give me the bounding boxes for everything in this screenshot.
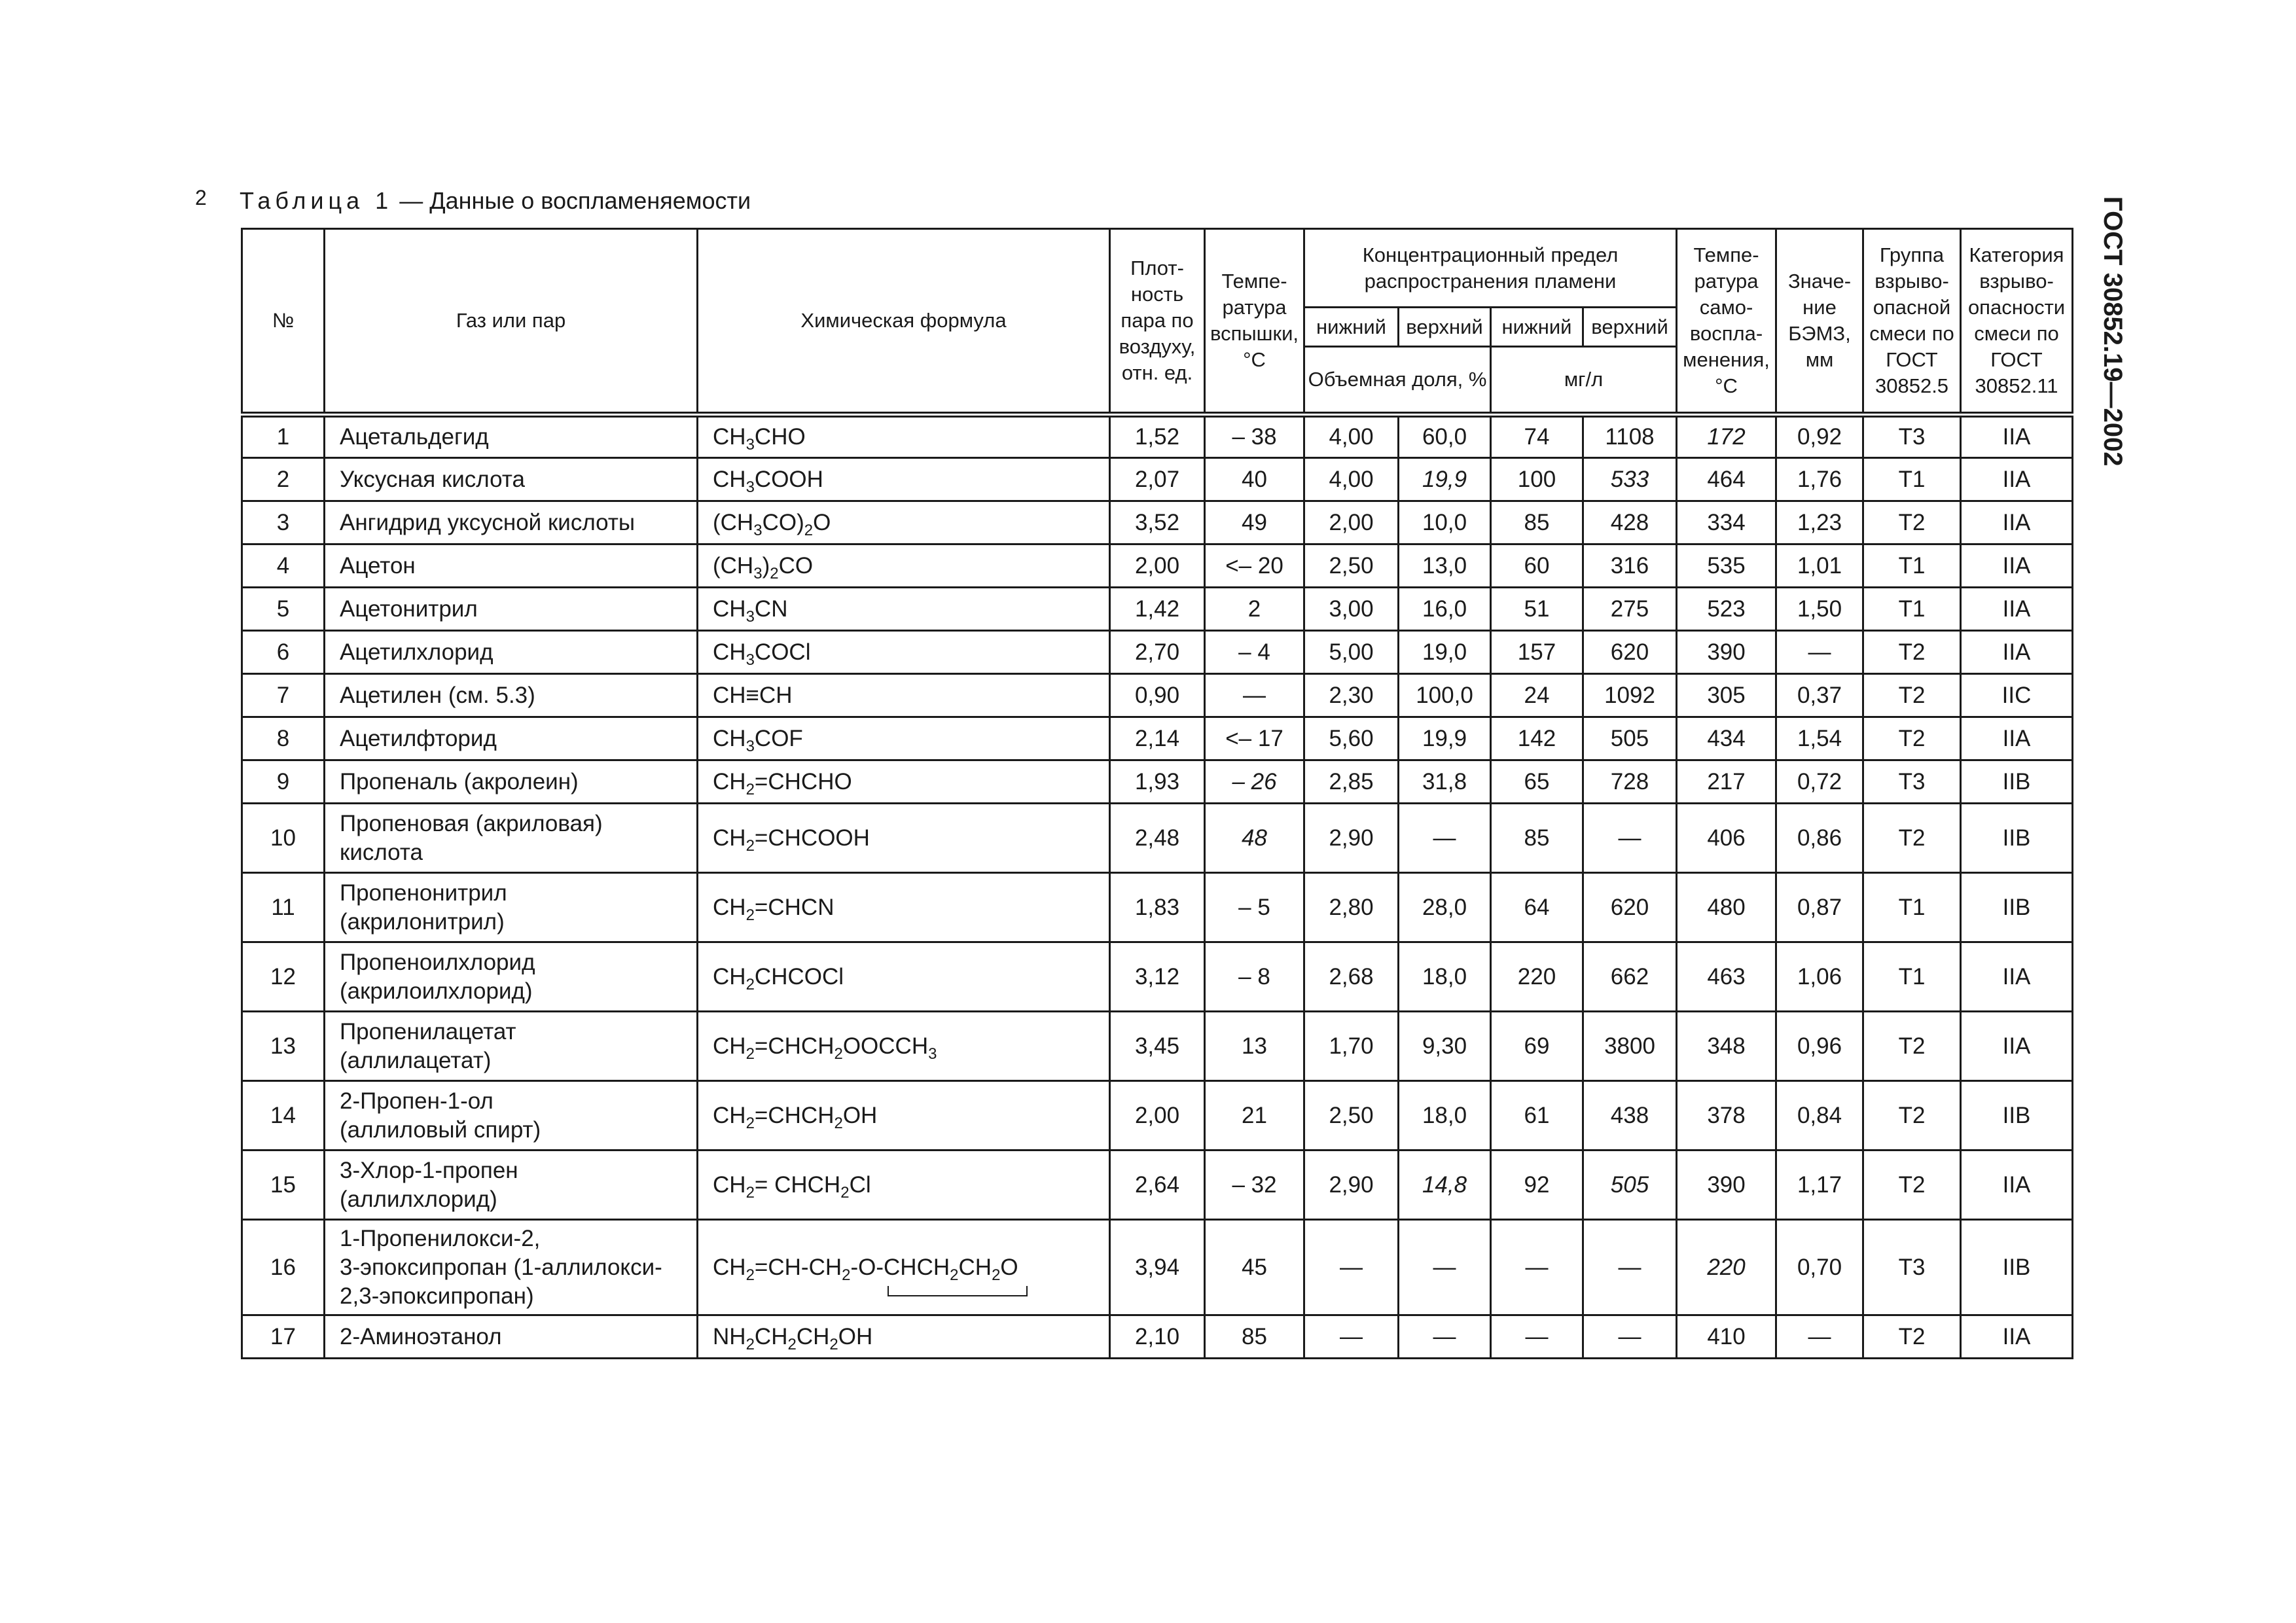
epoxide-ring-group: $CHCH_2CH_2O$ — [884, 1253, 1018, 1282]
explosion-category: IIC — [1961, 674, 2073, 717]
table-row — [242, 1150, 2073, 1220]
lower-limit-mass: 74 — [1491, 415, 1583, 458]
lower-limit-vol: 2,85 — [1304, 760, 1399, 804]
upper-limit-mass: 275 — [1583, 588, 1677, 631]
header-number: № — [242, 229, 325, 415]
mesg-value: 0,87 — [1776, 873, 1863, 942]
autoignition-temp: 334 — [1677, 501, 1776, 544]
header-upper-mass: верхний — [1583, 308, 1677, 347]
table-row — [242, 501, 2073, 544]
flash-point: – 5 — [1205, 873, 1304, 942]
upper-limit-vol: — — [1399, 1220, 1491, 1315]
gas-name: Ацетилен (см. 5.3) — [325, 674, 698, 717]
flash-point: 13 — [1205, 1012, 1304, 1081]
mesg-value: 1,01 — [1776, 544, 1863, 588]
header-formula: Химическая формула — [698, 229, 1110, 415]
chemical-formula: $CH_3COCl$ — [698, 631, 1110, 674]
upper-limit-vol: — — [1399, 804, 1491, 873]
vapour-density: 2,00 — [1110, 544, 1205, 588]
explosion-category: IIA — [1961, 458, 2073, 501]
gas-name: Ацетон — [325, 544, 698, 588]
autoignition-temp: 463 — [1677, 942, 1776, 1012]
upper-limit-mass: 620 — [1583, 873, 1677, 942]
header-lower-mass: нижний — [1491, 308, 1583, 347]
row-number: 6 — [242, 631, 325, 674]
upper-limit-mass: 316 — [1583, 544, 1677, 588]
explosion-category: IIB — [1961, 1220, 2073, 1315]
lower-limit-vol: 2,50 — [1304, 544, 1399, 588]
autoignition-temp: 480 — [1677, 873, 1776, 942]
chemical-formula: $(CH_3)_2CO$ — [698, 544, 1110, 588]
vapour-density: 2,64 — [1110, 1150, 1205, 1220]
autoignition-temp: 406 — [1677, 804, 1776, 873]
page-number: 2 — [195, 186, 207, 209]
table-row — [242, 1012, 2073, 1081]
explosion-category: IIA — [1961, 588, 2073, 631]
vapour-density: 2,07 — [1110, 458, 1205, 501]
lower-limit-mass: 69 — [1491, 1012, 1583, 1081]
row-number: 17 — [242, 1315, 325, 1359]
caption-text: — Данные о воспламеняемости — [393, 187, 751, 214]
vapour-density: 1,52 — [1110, 415, 1205, 458]
explosive-group: T1 — [1863, 588, 1961, 631]
flash-point: 40 — [1205, 458, 1304, 501]
header-mesg: Значе-ние БЭМЗ, мм — [1776, 229, 1863, 415]
explosion-category: IIA — [1961, 1012, 2073, 1081]
header-autoignition-temp: Темпе-ратура само-воспла-менения, °С — [1677, 229, 1776, 415]
lower-limit-mass: 60 — [1491, 544, 1583, 588]
explosion-category: IIA — [1961, 544, 2073, 588]
mesg-value: 0,92 — [1776, 415, 1863, 458]
explosive-group: T1 — [1863, 458, 1961, 501]
upper-limit-mass: 1108 — [1583, 415, 1677, 458]
flash-point: 2 — [1205, 588, 1304, 631]
vapour-density: 1,83 — [1110, 873, 1205, 942]
row-number: 1 — [242, 415, 325, 458]
gas-name: 2-Пропен-1-ол (аллиловый спирт) — [325, 1081, 698, 1150]
mesg-value: — — [1776, 631, 1863, 674]
row-number: 16 — [242, 1220, 325, 1315]
mesg-value: 1,76 — [1776, 458, 1863, 501]
lower-limit-mass: 100 — [1491, 458, 1583, 501]
gas-name: Ангидрид уксусной кислоты — [325, 501, 698, 544]
row-number: 12 — [242, 942, 325, 1012]
explosive-group: T3 — [1863, 415, 1961, 458]
explosive-group: T1 — [1863, 873, 1961, 942]
lower-limit-mass: 142 — [1491, 717, 1583, 760]
lower-limit-mass: — — [1491, 1220, 1583, 1315]
ring-bond-bracket — [888, 1286, 1028, 1296]
chemical-formula: $CH_2=CHCN$ — [698, 873, 1110, 942]
chemical-formula: $CH_2=CHCHO$ — [698, 760, 1110, 804]
upper-limit-mass: 505 — [1583, 717, 1677, 760]
explosion-category: IIB — [1961, 760, 2073, 804]
explosive-group: T2 — [1863, 501, 1961, 544]
mesg-value: 1,50 — [1776, 588, 1863, 631]
flash-point: 85 — [1205, 1315, 1304, 1359]
lower-limit-vol: 2,80 — [1304, 873, 1399, 942]
autoignition-temp: 410 — [1677, 1315, 1776, 1359]
lower-limit-mass: 51 — [1491, 588, 1583, 631]
explosion-category: IIA — [1961, 1315, 2073, 1359]
vapour-density: 2,14 — [1110, 717, 1205, 760]
mesg-value: 1,54 — [1776, 717, 1863, 760]
autoignition-temp: 390 — [1677, 1150, 1776, 1220]
explosion-category: IIB — [1961, 873, 2073, 942]
upper-limit-vol: 31,8 — [1399, 760, 1491, 804]
gas-name: Пропеналь (акролеин) — [325, 760, 698, 804]
row-number: 10 — [242, 804, 325, 873]
standard-designation: ГОСТ 30852.19—2002 — [2098, 196, 2127, 467]
lower-limit-mass: 64 — [1491, 873, 1583, 942]
upper-limit-vol: 100,0 — [1399, 674, 1491, 717]
upper-limit-mass: — — [1583, 1220, 1677, 1315]
gas-name: Ацетилхлорид — [325, 631, 698, 674]
table-row — [242, 1315, 2073, 1359]
caption-prefix: Таблица 1 — [240, 187, 393, 214]
autoignition-temp: 434 — [1677, 717, 1776, 760]
mesg-value: 0,84 — [1776, 1081, 1863, 1150]
chemical-formula: $CH_2=$ $CHCH_2Cl$ — [698, 1150, 1110, 1220]
autoignition-temp: 305 — [1677, 674, 1776, 717]
mesg-value: 0,86 — [1776, 804, 1863, 873]
upper-limit-vol: 18,0 — [1399, 942, 1491, 1012]
table-row — [242, 717, 2073, 760]
row-number: 8 — [242, 717, 325, 760]
row-number: 7 — [242, 674, 325, 717]
explosive-group: T2 — [1863, 674, 1961, 717]
upper-limit-mass: 662 — [1583, 942, 1677, 1012]
row-number: 4 — [242, 544, 325, 588]
upper-limit-vol: — — [1399, 1315, 1491, 1359]
upper-limit-mass: 533 — [1583, 458, 1677, 501]
autoignition-temp: 217 — [1677, 760, 1776, 804]
header-gas-name: Газ или пар — [325, 229, 698, 415]
upper-limit-vol: 10,0 — [1399, 501, 1491, 544]
header-mg-per-litre: мг/л — [1491, 347, 1677, 415]
gas-name: Ацетальдегид — [325, 415, 698, 458]
header-explosion-category: Категория взрыво-опасности смеси по ГОСТ 30852.11 — [1961, 229, 2073, 415]
autoignition-temp: 523 — [1677, 588, 1776, 631]
table-row — [242, 873, 2073, 942]
vapour-density: 3,94 — [1110, 1220, 1205, 1315]
vapour-density: 2,70 — [1110, 631, 1205, 674]
upper-limit-vol: 18,0 — [1399, 1081, 1491, 1150]
row-number: 15 — [242, 1150, 325, 1220]
chemical-formula: $CH_3COF$ — [698, 717, 1110, 760]
gas-name: Ацетилфторид — [325, 717, 698, 760]
chemical-formula: $CH_2CHCOCl$ — [698, 942, 1110, 1012]
flash-point: 49 — [1205, 501, 1304, 544]
lower-limit-vol: 2,30 — [1304, 674, 1399, 717]
chemical-formula: $CH_3CHO$ — [698, 415, 1110, 458]
explosive-group: T3 — [1863, 1220, 1961, 1315]
row-number: 3 — [242, 501, 325, 544]
explosion-category: IIA — [1961, 717, 2073, 760]
flash-point: <– 20 — [1205, 544, 1304, 588]
mesg-value: 0,70 — [1776, 1220, 1863, 1315]
explosive-group: T1 — [1863, 544, 1961, 588]
upper-limit-vol: 16,0 — [1399, 588, 1491, 631]
upper-limit-vol: 13,0 — [1399, 544, 1491, 588]
header-explosive-group: Группа взрыво-опасной смеси по ГОСТ 30852.5 — [1863, 229, 1961, 415]
lower-limit-mass: 85 — [1491, 501, 1583, 544]
autoignition-temp: 535 — [1677, 544, 1776, 588]
upper-limit-mass: 3800 — [1583, 1012, 1677, 1081]
table-row — [242, 588, 2073, 631]
table-row — [242, 631, 2073, 674]
lower-limit-mass: 65 — [1491, 760, 1583, 804]
gas-name: Уксусная кислота — [325, 458, 698, 501]
lower-limit-vol: 5,00 — [1304, 631, 1399, 674]
mesg-value: 1,17 — [1776, 1150, 1863, 1220]
upper-limit-vol: 19,9 — [1399, 458, 1491, 501]
upper-limit-vol: 19,0 — [1399, 631, 1491, 674]
vapour-density: 2,48 — [1110, 804, 1205, 873]
explosion-category: IIB — [1961, 1081, 2073, 1150]
header-volume-fraction: Объемная доля, % — [1304, 347, 1491, 415]
row-number: 5 — [242, 588, 325, 631]
autoignition-temp: 378 — [1677, 1081, 1776, 1150]
flash-point: – 32 — [1205, 1150, 1304, 1220]
chemical-formula: $CH_2=CHCH_2OH$ — [698, 1081, 1110, 1150]
lower-limit-mass: 85 — [1491, 804, 1583, 873]
lower-limit-mass: 220 — [1491, 942, 1583, 1012]
lower-limit-vol: 5,60 — [1304, 717, 1399, 760]
lower-limit-vol: 2,68 — [1304, 942, 1399, 1012]
chemical-formula: CH≡CH — [698, 674, 1110, 717]
gas-name: Пропеновая (акриловая) кислота — [325, 804, 698, 873]
explosion-category: IIA — [1961, 631, 2073, 674]
upper-limit-mass: 620 — [1583, 631, 1677, 674]
row-number: 13 — [242, 1012, 325, 1081]
explosion-category: IIA — [1961, 942, 2073, 1012]
table-row — [242, 458, 2073, 501]
chemical-formula: $CH_2=CHCH_2OOCCH_3$ — [698, 1012, 1110, 1081]
upper-limit-mass: 438 — [1583, 1081, 1677, 1150]
table-row — [242, 674, 2073, 717]
vapour-density: 3,52 — [1110, 501, 1205, 544]
lower-limit-vol: 2,50 — [1304, 1081, 1399, 1150]
explosion-category: IIA — [1961, 501, 2073, 544]
upper-limit-vol: 60,0 — [1399, 415, 1491, 458]
mesg-value: — — [1776, 1315, 1863, 1359]
table-row — [242, 942, 2073, 1012]
autoignition-temp: 464 — [1677, 458, 1776, 501]
mesg-value: 0,72 — [1776, 760, 1863, 804]
explosion-category: IIA — [1961, 415, 2073, 458]
chemical-formula: $CH_2=CH-CH_2-O-CHCH_2CH_2O$ — [698, 1220, 1110, 1315]
upper-limit-vol: 14,8 — [1399, 1150, 1491, 1220]
flash-point: – 26 — [1205, 760, 1304, 804]
flash-point: 48 — [1205, 804, 1304, 873]
autoignition-temp: 390 — [1677, 631, 1776, 674]
upper-limit-vol: 9,30 — [1399, 1012, 1491, 1081]
vapour-density: 2,10 — [1110, 1315, 1205, 1359]
chemical-formula: $CH_3CN$ — [698, 588, 1110, 631]
autoignition-temp: 172 — [1677, 415, 1776, 458]
lower-limit-mass: — — [1491, 1315, 1583, 1359]
explosion-category: IIB — [1961, 804, 2073, 873]
explosive-group: T2 — [1863, 1012, 1961, 1081]
lower-limit-vol: — — [1304, 1220, 1399, 1315]
mesg-value: 0,96 — [1776, 1012, 1863, 1081]
autoignition-temp: 348 — [1677, 1012, 1776, 1081]
upper-limit-mass: — — [1583, 804, 1677, 873]
header-flash-point: Темпе-ратура вспышки, °С — [1205, 229, 1304, 415]
lower-limit-mass: 24 — [1491, 674, 1583, 717]
explosive-group: T2 — [1863, 1150, 1961, 1220]
flash-point: 45 — [1205, 1220, 1304, 1315]
explosion-category: IIA — [1961, 1150, 2073, 1220]
document-side-title — [2093, 196, 2132, 484]
upper-limit-mass: 1092 — [1583, 674, 1677, 717]
explosive-group: T2 — [1863, 631, 1961, 674]
row-number: 14 — [242, 1081, 325, 1150]
explosive-group: T2 — [1863, 1315, 1961, 1359]
header-flammability-limits: Концентрационный предел распространения пламени — [1304, 229, 1677, 308]
chemical-formula: $NH_2CH_2CH_2OH$ — [698, 1315, 1110, 1359]
table-row — [242, 415, 2073, 458]
gas-name: 1-Пропенилокси-2, 3-эпоксипропан (1-аллилокси- 2,3-эпоксипропан) — [325, 1220, 698, 1315]
gas-name: 2-Аминоэтанол — [325, 1315, 698, 1359]
lower-limit-vol: 4,00 — [1304, 458, 1399, 501]
vapour-density: 1,42 — [1110, 588, 1205, 631]
flash-point: – 4 — [1205, 631, 1304, 674]
row-number: 9 — [242, 760, 325, 804]
chemical-formula: $CH_2=CHCOOH$ — [698, 804, 1110, 873]
upper-limit-mass: 505 — [1583, 1150, 1677, 1220]
header-lower-vol: нижний — [1304, 308, 1399, 347]
vapour-density: 3,12 — [1110, 942, 1205, 1012]
explosive-group: T3 — [1863, 760, 1961, 804]
row-number: 2 — [242, 458, 325, 501]
lower-limit-vol: 1,70 — [1304, 1012, 1399, 1081]
lower-limit-mass: 61 — [1491, 1081, 1583, 1150]
upper-limit-mass: — — [1583, 1315, 1677, 1359]
lower-limit-vol: 2,90 — [1304, 1150, 1399, 1220]
lower-limit-vol: 2,00 — [1304, 501, 1399, 544]
flash-point: – 8 — [1205, 942, 1304, 1012]
flash-point: 21 — [1205, 1081, 1304, 1150]
table-row — [242, 1081, 2073, 1150]
table-caption — [240, 187, 751, 215]
lower-limit-vol: 3,00 — [1304, 588, 1399, 631]
upper-limit-mass: 428 — [1583, 501, 1677, 544]
mesg-value: 0,37 — [1776, 674, 1863, 717]
vapour-density: 0,90 — [1110, 674, 1205, 717]
gas-name: Пропенилацетат (аллилацетат) — [325, 1012, 698, 1081]
flammability-table — [241, 228, 2073, 1359]
lower-limit-vol: 4,00 — [1304, 415, 1399, 458]
upper-limit-vol: 28,0 — [1399, 873, 1491, 942]
lower-limit-vol: — — [1304, 1315, 1399, 1359]
table-row — [242, 760, 2073, 804]
mesg-value: 1,06 — [1776, 942, 1863, 1012]
lower-limit-mass: 157 — [1491, 631, 1583, 674]
flash-point: <– 17 — [1205, 717, 1304, 760]
vapour-density: 1,93 — [1110, 760, 1205, 804]
upper-limit-vol: 19,9 — [1399, 717, 1491, 760]
flash-point: — — [1205, 674, 1304, 717]
explosive-group: T1 — [1863, 942, 1961, 1012]
vapour-density: 3,45 — [1110, 1012, 1205, 1081]
explosive-group: T2 — [1863, 804, 1961, 873]
autoignition-temp: 220 — [1677, 1220, 1776, 1315]
gas-name: Пропенонитрил (акрилонитрил) — [325, 873, 698, 942]
row-number: 11 — [242, 873, 325, 942]
chemical-formula: $(CH_3CO)_2O$ — [698, 501, 1110, 544]
gas-name: Ацетонитрил — [325, 588, 698, 631]
header-upper-vol: верхний — [1399, 308, 1491, 347]
lower-limit-vol: 2,90 — [1304, 804, 1399, 873]
flash-point: – 38 — [1205, 415, 1304, 458]
explosive-group: T2 — [1863, 1081, 1961, 1150]
table-row — [242, 1220, 2073, 1315]
vapour-density: 2,00 — [1110, 1081, 1205, 1150]
table-row — [242, 544, 2073, 588]
gas-name: Пропеноилхлорид (акрилоилхлорид) — [325, 942, 698, 1012]
lower-limit-mass: 92 — [1491, 1150, 1583, 1220]
upper-limit-mass: 728 — [1583, 760, 1677, 804]
header-vapour-density: Плот-ность пара по воздуху, отн. ед. — [1110, 229, 1205, 415]
gas-name: 3-Хлор-1-пропен (аллилхлорид) — [325, 1150, 698, 1220]
table-row — [242, 804, 2073, 873]
mesg-value: 1,23 — [1776, 501, 1863, 544]
explosive-group: T2 — [1863, 717, 1961, 760]
chemical-formula: $CH_3COOH$ — [698, 458, 1110, 501]
